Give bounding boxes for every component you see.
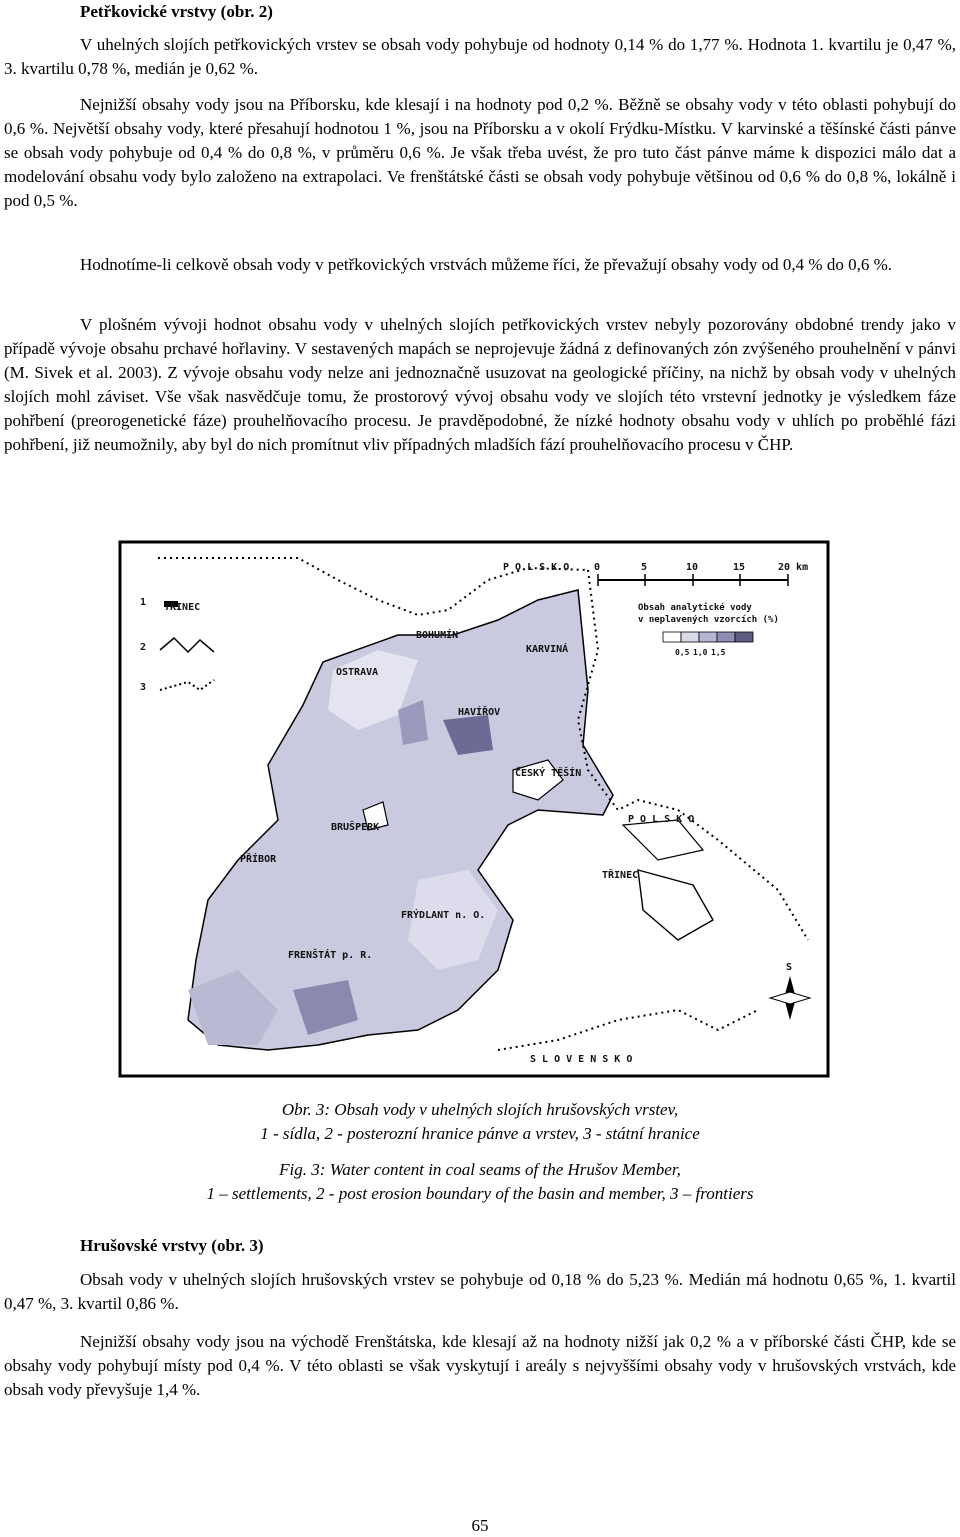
value-swatch [663, 632, 681, 642]
value-swatch [735, 632, 753, 642]
legend-number-1: 1 [140, 597, 147, 608]
map-figure [118, 540, 830, 1078]
label-karvina: KARVINÁ [526, 644, 569, 655]
scale-tick: 15 [733, 562, 746, 573]
svg-text:S: S [786, 962, 793, 973]
value-legend-title-2: v neplavených vzorcích (%) [638, 615, 779, 625]
paragraph: V plošném vývoji hodnot obsahu vody v uhelných slojích petřkovických vrstev nebyly pozorovány obdobné trendy jako v případě vývoje obsahu prchavé hořlaviny. V sestavených mapách se neprojevuje žádná z definovaných zón zvýšeného prouhelnění v pánvi (M. Sivek et al. 2003). Z vývoje obsahu vody nelze ani jednoznačně usuzovat na geologické příčiny, na nichž by obsah vody v uhelných slojích mohl záviset. Vše však nasvědčuje tomu, že prostorový vývoj obsahu vody ve slojích této vrstevní jednotky je výsledkem fáze pohřbení (preorogenetické fáze) prouhelňovacího procesu. Je pravděpodobné, že nízké hodnoty obsahu vody v uhlích po proběhlé fázi pohřbení, již neumožnily, aby byl do nich promítnut vliv případných mladších fází prouhelňovacího procesu v ČHP. [4, 315, 956, 454]
value-legend-tick: 0,5 [675, 648, 690, 657]
figure-caption-en-1: Fig. 3: Water content in coal seams of the Hrušov Member, [279, 1160, 681, 1179]
label-frydlant: FRÝDLANT n. O. [401, 910, 486, 921]
label-pribor: PŘÍBOR [240, 854, 277, 865]
value-legend-tick: 1,0 [693, 648, 708, 657]
label-polsko-right: P O L S K O [628, 814, 695, 825]
paragraph: V uhelných slojích petřkovických vrstev se obsah vody pohybuje od hodnoty 0,14 % do 1,77 %. Hodnota 1. kvartilu je 0,47 %, 3. kvartilu 0,78 %, medián je 0,62 %. [4, 35, 956, 78]
figure-caption-cz-2: 1 - sídla, 2 - posterozní hranice pánve a vrstev, 3 - státní hranice [260, 1124, 700, 1143]
label-ostrava: OSTRAVA [336, 667, 379, 678]
paragraph: Nejnižší obsahy vody jsou na Příborsku, kde klesají i na hodnoty pod 0,2 %. Běžně se obsahy vody v této oblasti pohybují do 0,6 %. Největší obsahy vody, které přesahují hodnotou 1 %, jsou na Příborsku a v okolí Frýdku-Místku. V karvinské a těšínské části pánve se obsah vody pohybuje od 0,4 % do 0,8 %, v průměru 0,6 %. Je však třeba uvést, že pro tuto část pánve máme k dispozici málo dat a modelování obsahu vody bylo založeno na extrapolaci. Ve frenštátské části se obsah vody pohybuje většinou od 0,6 % do 0,8 %, lokálně i pod 0,5 %. [4, 95, 956, 210]
legend-number-2: 2 [140, 642, 147, 653]
label-cesky-tesin: ČESKÝ TĚŠÍN [515, 768, 582, 779]
label-havirov: HAVÍŘOV [458, 707, 501, 718]
label-bruspek: BRUŠPERK [331, 822, 380, 833]
value-swatch [699, 632, 717, 642]
paragraph: Obsah vody v uhelných slojích hrušovských vrstev se pohybuje od 0,18 % do 5,23 %. Medián má hodnotu 0,65 %, 1. kvartil 0,47 %, 3. kvartil 0,86 %. [4, 1270, 956, 1313]
label-frenstat: FRENŠTÁT p. R. [288, 950, 373, 961]
value-swatch [681, 632, 699, 642]
scale-tick: 0 [594, 562, 601, 573]
value-legend-title-1: Obsah analytické vody [638, 603, 752, 613]
paragraph: Hodnotíme-li celkově obsah vody v petřkovických vrstvách můžeme říci, že převažují obsahy vody od 0,4 % do 0,6 %. [80, 255, 893, 274]
label-slovensko: S L O V E N S K O [530, 1054, 633, 1065]
section-heading-petrkovice: Petřkovické vrstvy (obr. 2) [80, 2, 273, 21]
legend-trinec-label: TŘINEC [164, 602, 201, 613]
figure-caption-cz-1: Obr. 3: Obsah vody v uhelných slojích hrušovských vrstev, [281, 1100, 679, 1119]
label-bohumin: BOHUMÍN [416, 630, 459, 641]
label-polsko-top: P O L S K O [503, 562, 570, 573]
page-number: 65 [471, 1516, 489, 1535]
paragraph: Nejnižší obsahy vody jsou na východě Frenštátska, kde klesají až na hodnoty nižší jak 0,2 % a v příborské části ČHP, kde se obsahy vody pohybují místy pod 0,4 %. V této oblasti se však vyskytují i areály s nejvyššími obsahy vody v hrušovských vrstvách, kde obsah vody převyšuje 1,4 %. [4, 1332, 956, 1399]
value-legend-tick: 1,5 [711, 648, 726, 657]
value-swatch [717, 632, 735, 642]
scale-tick: 10 [686, 562, 699, 573]
water-content-map [118, 540, 830, 1078]
legend-number-3: 3 [140, 682, 147, 693]
scale-tick: 20 km [778, 562, 809, 573]
label-trinec: TŘINEC [602, 870, 639, 881]
section-heading-hrusov: Hrušovské vrstvy (obr. 3) [80, 1236, 264, 1255]
figure-caption-en-2: 1 – settlements, 2 - post erosion boundary of the basin and member, 3 – frontiers [206, 1184, 754, 1203]
scale-tick: 5 [641, 562, 648, 573]
